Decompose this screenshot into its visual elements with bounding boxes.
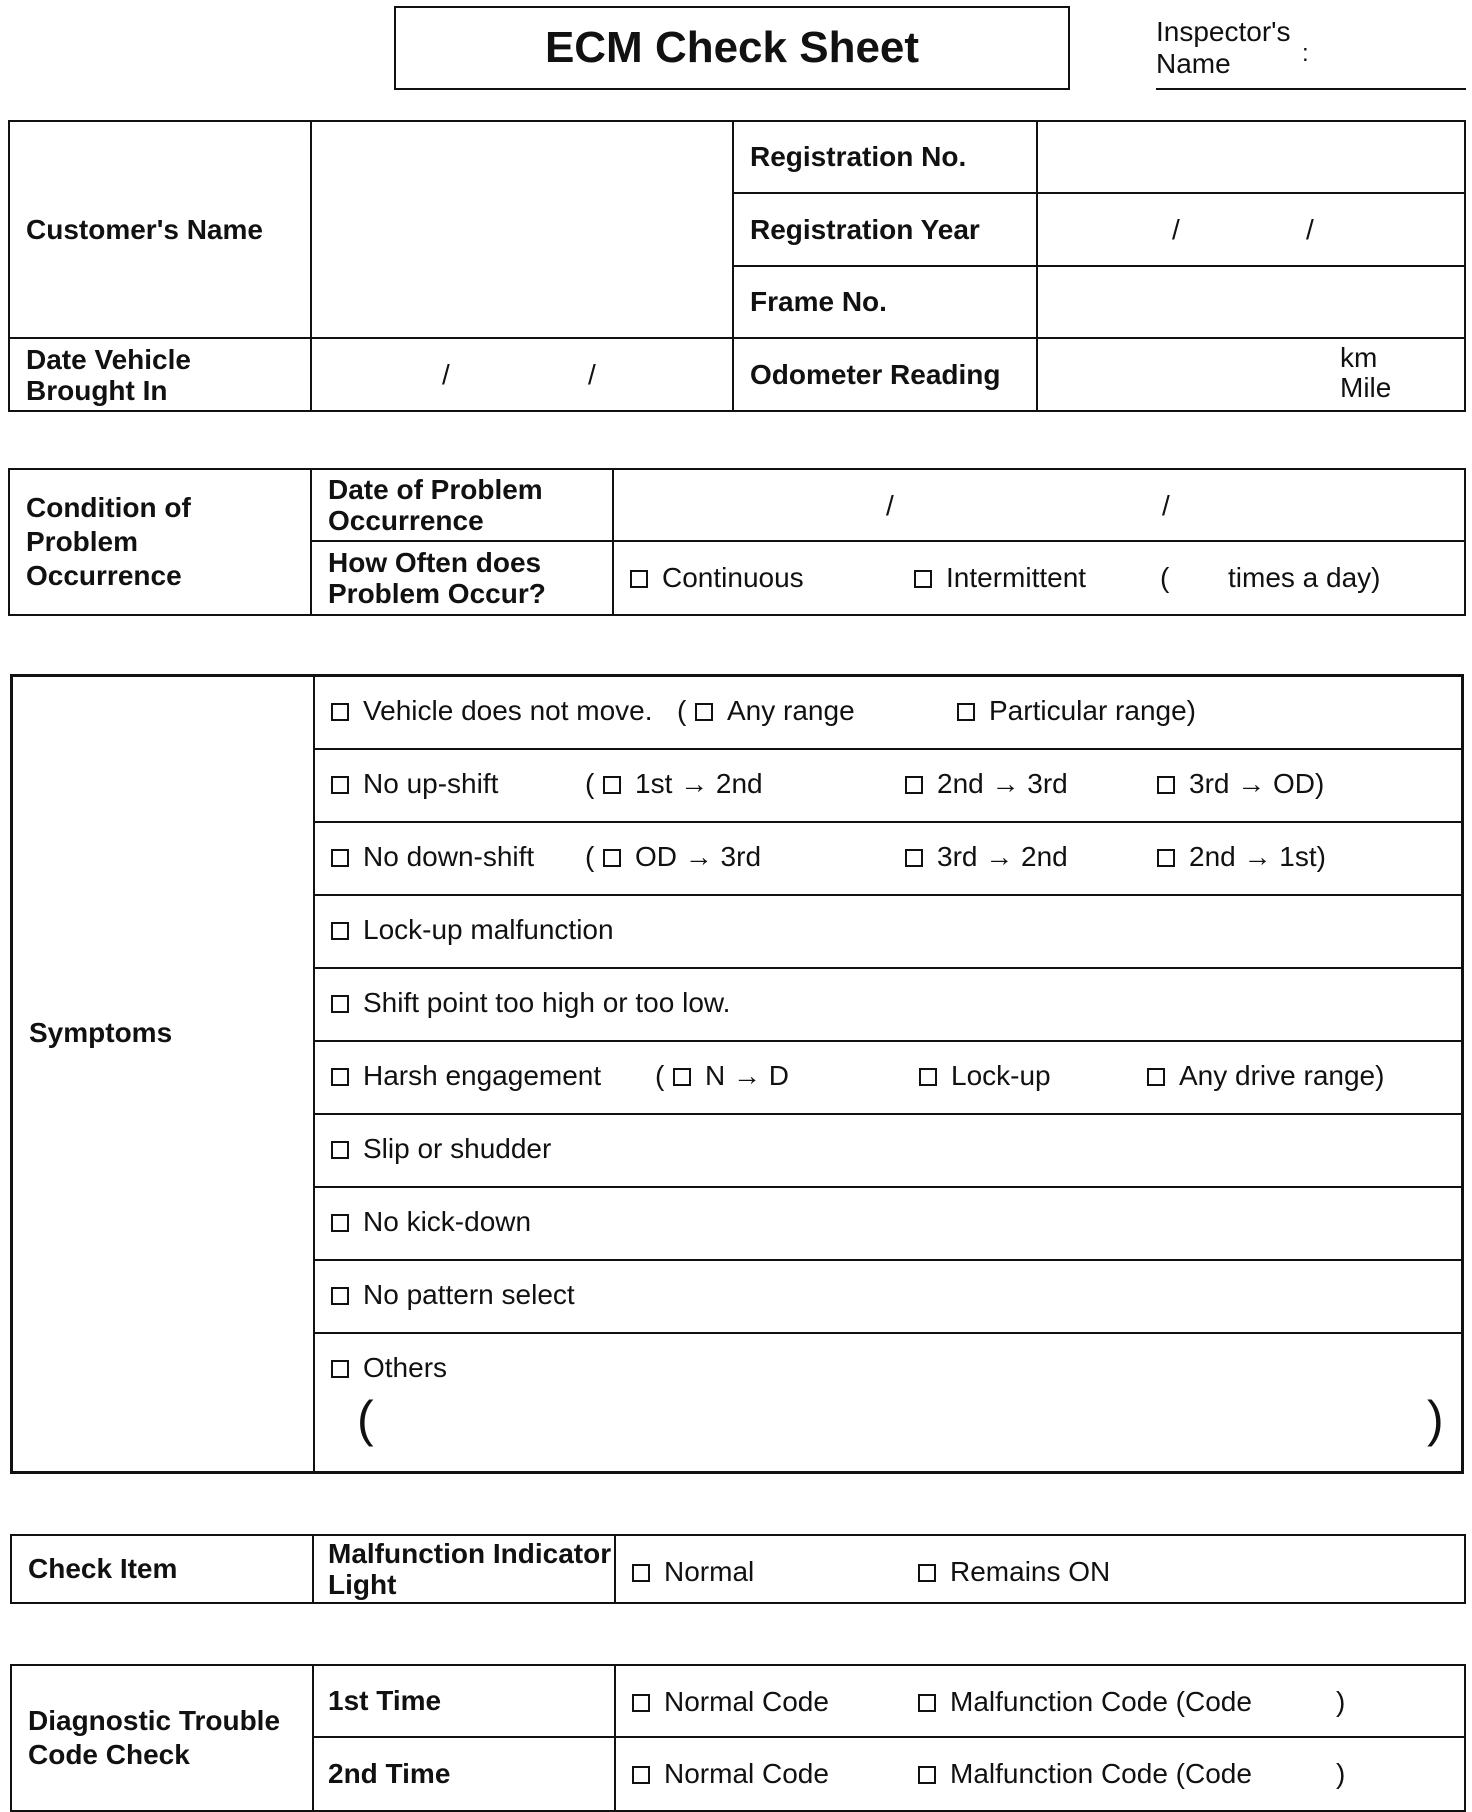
date-brought-in-field[interactable] [311,338,733,411]
checkbox[interactable] [331,922,349,940]
close-paren: ) [1336,1758,1346,1789]
registration-year-field[interactable] [1037,193,1465,266]
checkbox[interactable] [331,1141,349,1159]
checkbox[interactable] [918,1694,936,1712]
registration-year-label: Registration Year [733,193,1037,266]
symptom-option[interactable]: Slip or shudder [331,1133,551,1165]
others-open-paren: ( [357,1391,374,1447]
symptom-option[interactable]: Harsh engagement [331,1060,601,1092]
checkbox[interactable] [603,776,621,794]
normal-code-option[interactable]: Normal Code [632,1686,829,1718]
odometer-field[interactable] [1037,338,1465,411]
checkbox[interactable] [905,776,923,794]
open-paren: ( [1160,562,1170,593]
symptom-option[interactable]: Others [331,1352,447,1384]
date-separator: / [588,359,596,390]
malfunction-code-option[interactable]: Malfunction Code (Code [918,1686,1252,1718]
others-close-paren: ) [1427,1391,1444,1447]
symptoms-table [10,674,1464,1474]
checkbox[interactable] [603,849,621,867]
checkbox[interactable] [919,1068,937,1086]
symptom-option[interactable]: No up-shift [331,768,498,800]
symptoms-section-label: Symptoms [29,1017,173,1048]
checkbox[interactable] [331,1287,349,1305]
date-separator: / [442,359,450,390]
intermittent-option[interactable]: Intermittent [914,562,1086,594]
odometer-unit: km Mile [1340,342,1392,403]
normal-code-option[interactable]: Normal Code [632,1758,829,1790]
times-a-day-text: times a day) [1228,562,1381,593]
symptom-sub-option[interactable]: Particular range) [957,695,1196,727]
checkbox[interactable] [331,1360,349,1378]
checkbox[interactable] [905,849,923,867]
symptom-sub-option[interactable]: N → D [673,1060,789,1092]
symptom-sub-option[interactable]: 3rd → OD) [1157,768,1324,800]
checkbox[interactable] [632,1694,650,1712]
frame-no-label: Frame No. [733,266,1037,338]
dtc-first-time-label: 1st Time [313,1665,615,1737]
open-paren: ( [677,695,687,726]
mil-remains-on-option[interactable]: Remains ON [918,1556,1110,1588]
date-separator: / [1162,490,1170,521]
checkbox[interactable] [331,776,349,794]
symptom-sub-option[interactable]: Any range [695,695,855,727]
open-paren: ( [585,768,595,799]
symptom-row [315,969,1464,1042]
checkbox[interactable] [632,1766,650,1784]
symptom-row [315,823,1464,896]
malfunction-code-option[interactable]: Malfunction Code (Code [918,1758,1252,1790]
date-separator: / [1172,214,1180,245]
registration-no-label: Registration No. [733,121,1037,193]
symptom-sub-option[interactable]: 1st → 2nd [603,768,763,800]
symptom-option[interactable]: No down-shift [331,841,534,873]
checkbox[interactable] [673,1068,691,1086]
problem-date-label: Date of Problem Occurrence [311,469,613,541]
symptom-sub-option[interactable]: Any drive range) [1147,1060,1384,1092]
date-separator: / [1306,214,1314,245]
checkbox[interactable] [918,1766,936,1784]
mil-label: Malfunction Indicator Light [313,1535,615,1603]
dtc-section-label: Diagnostic Trouble Code Check [11,1665,313,1811]
odometer-label: Odometer Reading [733,338,1037,411]
others-text-field[interactable] [375,1400,1425,1460]
how-often-label: How Often does Problem Occur? [311,541,613,615]
dtc-first-time-field [615,1665,1465,1737]
frame-no-field[interactable] [1037,266,1465,338]
checkbox[interactable] [331,1214,349,1232]
symptom-row [315,1334,1464,1471]
symptom-row [315,677,1464,750]
open-paren: ( [585,841,595,872]
symptom-row [315,1115,1464,1188]
checkbox[interactable] [918,1564,936,1582]
checkbox[interactable] [331,995,349,1013]
checkbox[interactable] [331,849,349,867]
symptom-sub-option[interactable]: 2nd → 1st) [1157,841,1326,873]
checkbox[interactable] [1147,1068,1165,1086]
checkbox[interactable] [331,1068,349,1086]
problem-date-field[interactable] [613,469,1465,541]
checkbox[interactable] [632,1564,650,1582]
symptom-sub-option[interactable]: 2nd → 3rd [905,768,1068,800]
checkbox[interactable] [957,703,975,721]
symptom-row [315,1042,1464,1115]
checkbox[interactable] [331,703,349,721]
check-item-label: Check Item [11,1535,313,1603]
symptom-option[interactable]: No pattern select [331,1279,575,1311]
inspector-name-label: Inspector's Name [1156,16,1291,79]
customer-name-field[interactable] [311,121,733,338]
page-title: ECM Check Sheet [394,6,1070,90]
symptom-option[interactable]: Shift point too high or too low. [331,987,730,1019]
dtc-table [10,1664,1466,1812]
continuous-option[interactable]: Continuous [630,562,804,594]
checkbox[interactable] [695,703,713,721]
customer-name-label: Customer's Name [9,121,311,338]
symptom-row [315,1188,1464,1261]
checkbox[interactable] [630,570,648,588]
vehicle-info-table [8,120,1466,412]
symptom-sub-option[interactable]: Lock-up [919,1060,1051,1092]
close-paren: ) [1336,1686,1346,1717]
checkbox[interactable] [914,570,932,588]
date-separator: / [886,490,894,521]
check-item-table [10,1534,1466,1604]
dtc-second-time-label: 2nd Time [313,1737,615,1811]
condition-table [8,468,1466,616]
symptom-option[interactable]: Lock-up malfunction [331,914,614,946]
symptom-sub-option[interactable]: 3rd → 2nd [905,841,1068,873]
open-paren: ( [655,1060,665,1091]
mil-status-field [615,1535,1465,1603]
symptom-row [315,750,1464,823]
how-often-field [613,541,1465,615]
inspector-name-field[interactable] [1156,88,1466,90]
symptom-sub-option[interactable]: OD → 3rd [603,841,761,873]
symptom-row [315,1261,1464,1334]
checkbox[interactable] [1157,776,1175,794]
symptom-option[interactable]: No kick-down [331,1206,531,1238]
date-brought-in-label: Date Vehicle Brought In [9,338,311,411]
inspector-colon: : [1302,40,1309,67]
mil-normal-option[interactable]: Normal [632,1556,754,1588]
condition-section-label: Condition of Problem Occurrence [9,469,311,615]
registration-no-field[interactable] [1037,121,1465,193]
symptom-option[interactable]: Vehicle does not move. [331,695,653,727]
symptom-row [315,896,1464,969]
checkbox[interactable] [1157,849,1175,867]
